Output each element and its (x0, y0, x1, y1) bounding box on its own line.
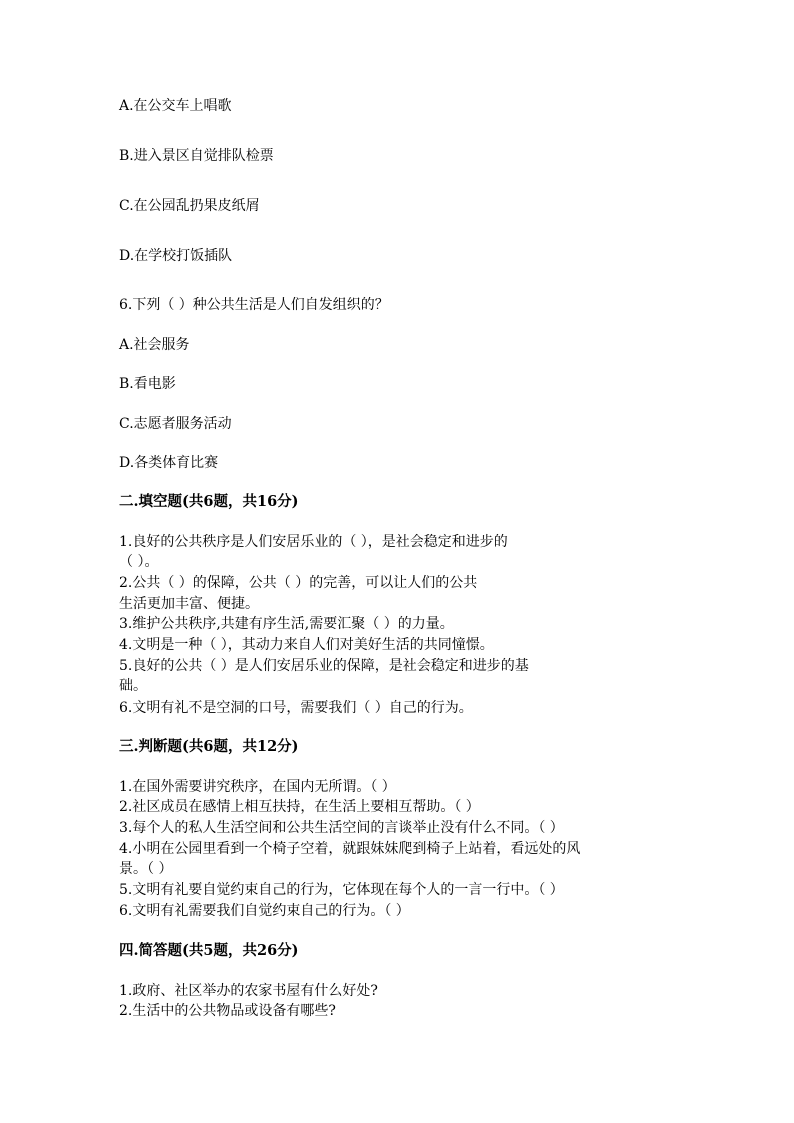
q6-option-d: D.各类体育比赛 (119, 455, 219, 471)
s2-line: 1.良好的公共秩序是人们安居乐业的（ ），是社会稳定和进步的 (119, 534, 508, 550)
s2-line: 2.公共（ ）的保障，公共（ ）的完善，可以让人们的公共 (119, 575, 478, 591)
q5-option-c: C.在公园乱扔果皮纸屑 (119, 198, 260, 214)
s3-line: 4.小明在公园里看到一个椅子空着，就跟妹妹爬到椅子上站着，看远处的风 (119, 841, 581, 857)
q6-option-a: A.社会服务 (119, 337, 190, 353)
s2-line: 4.文明是一种（ ），其动力来自人们对美好生活的共同憧憬。 (119, 637, 494, 653)
q5-option-d: D.在学校打饭插队 (119, 248, 233, 264)
s4-line: 2.生活中的公共物品或设备有哪些? (119, 1003, 336, 1019)
s2-line: 5.良好的公共（ ）是人们安居乐业的保障，是社会稳定和进步的基 (119, 658, 529, 674)
q6-stem: 6.下列（ ）种公共生活是人们自发组织的？ (119, 297, 389, 313)
s2-line: 础。 (119, 678, 147, 694)
s2-line: 3.维护公共秩序,共建有序生活,需要汇聚（ ）的力量。 (119, 616, 454, 632)
q6-option-b: B.看电影 (119, 376, 176, 392)
q6-option-c: C.志愿者服务活动 (119, 416, 232, 432)
s2-line: 6.文明有礼不是空洞的口号，需要我们（ ）自己的行为。 (119, 700, 473, 716)
s3-line: 3.每个人的私人生活空间和公共生活空间的言谈举止没有什么不同。（ ） (119, 820, 564, 836)
s3-line: 2.社区成员在感情上相互扶持，在生活上要相互帮助。（ ） (119, 799, 480, 815)
q5-option-a: A.在公交车上唱歌 (119, 98, 232, 114)
section4-title: 四.简答题(共5题，共26分) (119, 942, 299, 959)
s3-line: 景。（ ） (119, 861, 173, 877)
s3-line: 6.文明有礼需要我们自觉约束自己的行为。（ ） (119, 903, 410, 919)
s4-line: 1.政府、社区举办的农家书屋有什么好处? (119, 983, 378, 999)
q5-option-b: B.进入景区自觉排队检票 (119, 148, 274, 164)
section3-title: 三.判断题(共6题，共12分) (119, 738, 299, 755)
s3-line: 5.文明有礼要自觉约束自己的行为，它体现在每个人的一言一行中。（ ） (119, 882, 564, 898)
s2-line: （ ）。 (119, 554, 159, 570)
s2-line: 生活更加丰富、便捷。 (119, 596, 259, 612)
section2-title: 二.填空题(共6题，共16分) (119, 493, 299, 510)
s3-line: 1.在国外需要讲究秩序，在国内无所谓。（ ） (119, 779, 396, 795)
